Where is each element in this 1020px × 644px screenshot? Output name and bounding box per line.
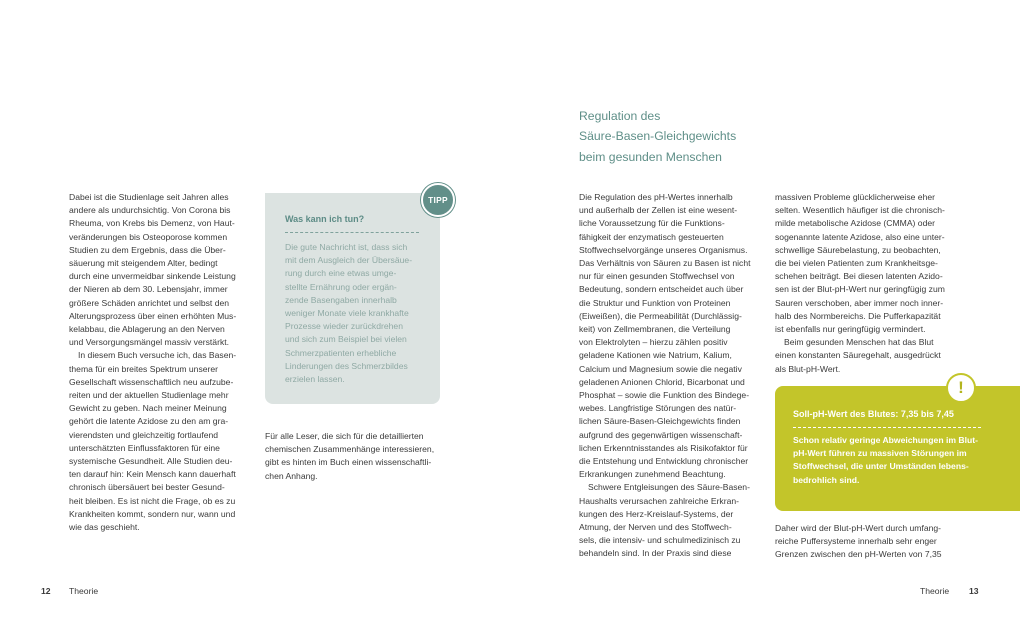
text-line: weniger Monate viele krankhafte bbox=[285, 308, 409, 319]
text-line: ten darauf hin: Kein Mensch kann dauerhaft bbox=[69, 469, 236, 480]
text-line: größere Schäden anrichtet und selbst den bbox=[69, 297, 230, 308]
info-box bbox=[775, 386, 1020, 511]
text-line: veränderungen bis Osteoporose kommen bbox=[69, 231, 228, 242]
text-line: und Versorgungsmängel massiv verstärkt. bbox=[69, 337, 230, 348]
text-line: behandeln sind. In der Praxis sind diese bbox=[579, 548, 732, 559]
text-line: Stoffwechsel, die unter Umständen lebens- bbox=[793, 461, 969, 472]
text-line: Alterungsprozess über einen erhöhten Mus- bbox=[69, 310, 237, 321]
text-line: sen ist der Blut-pH-Wert nur geringfügig zum bbox=[775, 284, 945, 295]
text-line: chronisch übersäuert bei bester Gesund- bbox=[69, 482, 225, 493]
section-label-left: Theorie bbox=[69, 586, 99, 596]
text-line: wie das geschieht. bbox=[69, 522, 140, 533]
text-line: Gewicht zu geben. Nach meiner Meinung bbox=[69, 403, 227, 414]
text-line: unterschätzten Einflussfaktoren für eine bbox=[69, 442, 220, 453]
text-line: ist ebenfalls nur geringfügig vermindert. bbox=[775, 324, 926, 335]
text-line: Dabei ist die Studienlage seit Jahren alles bbox=[69, 192, 229, 202]
text-line: Atmung, der Nerven und des Stoffwech- bbox=[579, 522, 732, 533]
text-line: Stoffwechselvorgänge unseres Organismus. bbox=[579, 244, 748, 255]
text-line: fähigkeit der enzymatisch gesteuerten bbox=[579, 231, 724, 242]
text-line: Calcium und Magnesium sowie die negativ bbox=[579, 363, 742, 374]
text-line: thema für ein breites Spektrum unserer bbox=[69, 363, 219, 374]
right-body-text-col1 bbox=[579, 191, 755, 561]
text-line: schwellige Säurebelastung, zu beobachten, bbox=[775, 244, 941, 255]
text-line: Das Verhältnis von Säuren zu Basen ist nicht bbox=[579, 258, 751, 269]
text-line: die Struktur und Funktion von Proteinen bbox=[579, 297, 731, 308]
text-line: säuerung mit steigendem Alter, bedingt bbox=[69, 258, 218, 269]
text-line: systemische Gesundheit. Alle Studien deu- bbox=[69, 456, 233, 467]
exclamation-icon: ! bbox=[946, 373, 976, 403]
text-line: die bei vielen Patienten zum Krankheitsge- bbox=[775, 258, 938, 269]
text-line: Haushalts verursachen zahlreiche Erkran- bbox=[579, 495, 740, 506]
text-line: Krankheiten kommt, sondern nur, wann und bbox=[69, 508, 236, 519]
text-line: In diesem Buch versuche ich, das Basen- bbox=[78, 350, 237, 361]
text-line: Phosphat – sowie die Funktion des Bindege- bbox=[579, 390, 750, 401]
page-number-left: 12 bbox=[41, 586, 51, 596]
text-line: die Entstehung und Entwicklung chronischer bbox=[579, 456, 749, 467]
text-line: gibt es hinten im Buch einen wissenschaftli- bbox=[265, 457, 432, 468]
text-line: Sauren verschoben, aber immer noch inner- bbox=[775, 297, 944, 308]
right-body-text-continued bbox=[775, 522, 951, 562]
text-line: schehen beiträgt. Bei diesen latenten Azido- bbox=[775, 271, 943, 282]
tip-box bbox=[265, 193, 440, 404]
text-line: Schon relativ geringe Abweichungen im Blut- bbox=[793, 435, 978, 445]
tip-title: Was kann ich tun? bbox=[285, 214, 365, 224]
text-line: liche Voraussetzung für die Funktions- bbox=[579, 218, 725, 229]
text-line: Schmerzpatienten erhebliche bbox=[285, 347, 397, 358]
text-line: stellte Ernährung oder ergän- bbox=[285, 281, 397, 292]
tip-badge: TIPP bbox=[421, 183, 455, 217]
text-line: keit) von Zellmembranen, die Verteilung bbox=[579, 324, 731, 335]
text-line: vierendsten und gleichzeitig fortlaufend bbox=[69, 429, 219, 440]
heading-line: Säure-Basen-Gleichgewichts bbox=[579, 129, 737, 144]
info-box-title: Soll-pH-Wert des Blutes: 7,35 bis 7,45 bbox=[793, 409, 954, 419]
text-line: und sich zum Beispiel bei vielen bbox=[285, 334, 407, 345]
text-line: Grenzen zwischen den pH-Werten von 7,35 bbox=[775, 549, 942, 560]
left-body-text bbox=[69, 191, 239, 534]
text-line: pH-Wert führen zu massiven Störungen im bbox=[793, 448, 967, 459]
text-line: (Eiweißen), die Permeabilität (Durchlässig- bbox=[579, 310, 742, 321]
text-line: reiche Puffersysteme innerhalb sehr enger bbox=[775, 536, 937, 547]
text-line: milde metabolische Azidose (CMMA) oder bbox=[775, 218, 935, 229]
text-line: gehört die latente Azidose zu den am gra- bbox=[69, 416, 229, 427]
text-line: und außerhalb der Zellen ist eine wesent- bbox=[579, 205, 738, 216]
text-line: reiten und der aktuellen Studienlage mehr bbox=[69, 390, 229, 401]
text-line: webes. Langfristige Störungen des natür- bbox=[579, 403, 737, 414]
heading-line: beim gesunden Menschen bbox=[579, 149, 722, 164]
text-line: halb des Normbereichs. Die Pufferkapazität bbox=[775, 310, 941, 321]
text-line: Für alle Leser, die sich für die detaillierten bbox=[265, 431, 424, 441]
text-line: sels, die intensiv- und schulmedizinisch zu bbox=[579, 535, 741, 546]
text-line: Die gute Nachricht ist, dass sich bbox=[285, 242, 408, 252]
section-heading bbox=[579, 106, 839, 167]
text-line: nur für einen gesunden Stoffwechsel von bbox=[579, 271, 735, 282]
reader-note bbox=[265, 430, 441, 483]
text-line: massiven Probleme glücklicherweise eher bbox=[775, 192, 936, 202]
text-line: der Nieren ab dem 30. Lebensjahr, immer bbox=[69, 284, 228, 295]
info-box-divider bbox=[793, 427, 981, 428]
text-line: zende Basengaben innerhalb bbox=[285, 294, 397, 305]
heading-line: Regulation des bbox=[579, 109, 661, 123]
text-line: selten. Wesentlich häufiger ist die chronisch- bbox=[775, 205, 945, 216]
right-body-text-col2 bbox=[775, 191, 951, 376]
text-line: kungen des Herz-Kreislauf-Systems, der bbox=[579, 508, 734, 519]
tip-divider bbox=[285, 232, 419, 233]
text-line: Die Regulation des pH-Wertes innerhalb bbox=[579, 192, 733, 202]
text-line: einen konstanten Säuregehalt, ausgedrückt bbox=[775, 350, 941, 361]
text-line: chen Anhang. bbox=[265, 470, 318, 481]
text-line: Schwere Entgleisungen des Säure-Basen- bbox=[588, 482, 750, 493]
page-number-right: 13 bbox=[969, 586, 979, 596]
text-line: rung durch eine etwas umge- bbox=[285, 268, 397, 279]
text-line: Studien zu dem Ergebnis, dass die Über- bbox=[69, 244, 226, 255]
text-line: bedrohlich sind. bbox=[793, 474, 860, 485]
text-line: lichen Erkenntnisstandes als Risikofaktor für bbox=[579, 442, 748, 453]
info-box-text bbox=[793, 434, 979, 487]
text-line: Linderungen des Schmerzbildes bbox=[285, 360, 408, 371]
text-line: von Elektrolyten – hierzu zählen positiv bbox=[579, 337, 728, 348]
text-line: durch eine unvermeidbar sinkende Leistung bbox=[69, 271, 236, 282]
text-line: Erkrankungen zunehmend Beachtung. bbox=[579, 469, 726, 480]
text-line: heit bleiben. Es ist nicht die Frage, ob es zu bbox=[69, 495, 236, 506]
text-line: Daher wird der Blut-pH-Wert durch umfang- bbox=[775, 523, 942, 533]
text-line: lichen Säure-Basen-Gleichgewichts finden bbox=[579, 416, 741, 427]
text-line: kelabbau, die Ablagerung an den Nerven bbox=[69, 324, 225, 335]
text-line: Rheuma, von Krebs bis Demenz, von Haut- bbox=[69, 218, 235, 229]
text-line: andere als undurchsichtig. Von Corona bis bbox=[69, 205, 231, 216]
text-line: Beim gesunden Menschen hat das Blut bbox=[784, 337, 934, 348]
text-line: mit dem Ausgleich der Übersäue- bbox=[285, 255, 413, 266]
text-line: Prozesse wieder zurückdrehen bbox=[285, 321, 403, 332]
text-line: erzielen lassen. bbox=[285, 374, 345, 385]
text-line: aufgrund des gegenwärtigen wissenschaft- bbox=[579, 429, 743, 440]
text-line: Bedeutung, sondern entscheidet auch über bbox=[579, 284, 744, 295]
text-line: chemischen Zusammenhänge interessieren, bbox=[265, 444, 435, 455]
text-line: geladenen Anionen Chlorid, Bicarbonat und bbox=[579, 376, 745, 387]
text-line: sogenannte latente Azidose, also eine unter- bbox=[775, 231, 945, 242]
text-line: Gesellschaft wissenschaftlich neu aufzube- bbox=[69, 376, 234, 387]
text-line: geladene Kationen wie Natrium, Kalium, bbox=[579, 350, 732, 361]
text-line: als Blut-pH-Wert. bbox=[775, 363, 841, 374]
section-label-right: Theorie bbox=[920, 586, 950, 596]
tip-text bbox=[285, 241, 426, 386]
